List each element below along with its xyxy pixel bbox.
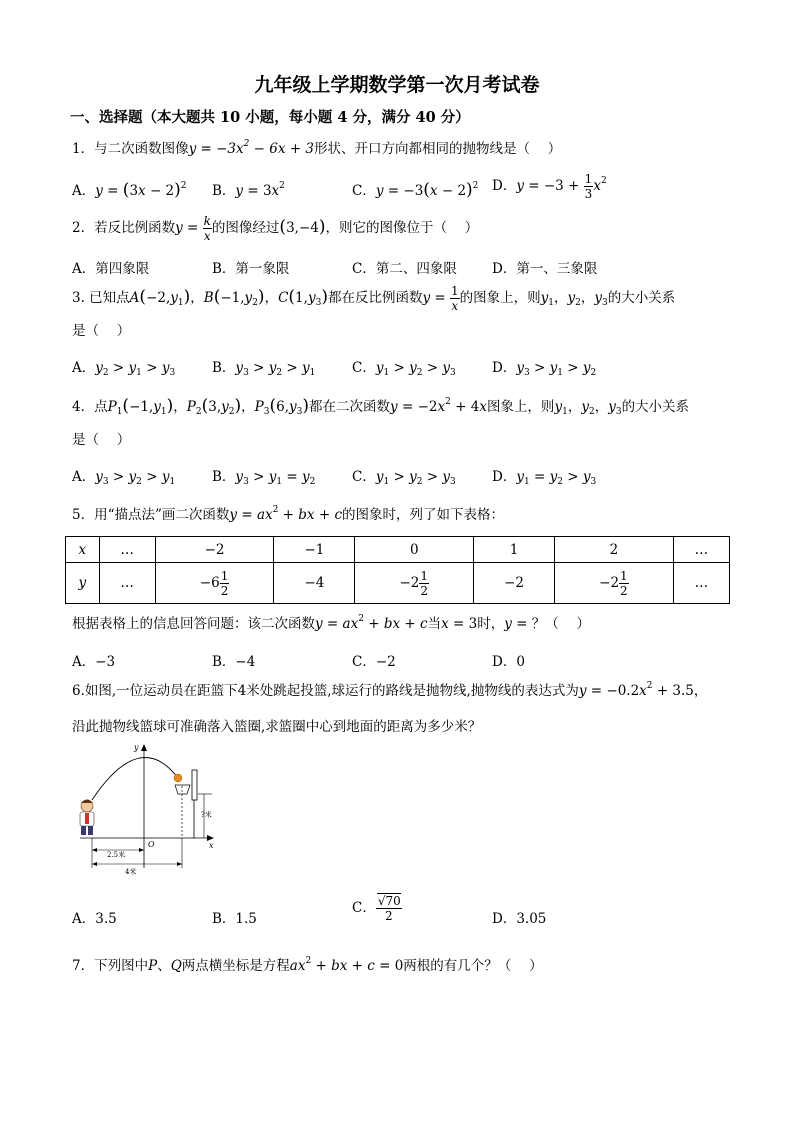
table-cell: 1 <box>474 537 555 563</box>
q2-fraction: $\frac{k}{x}$ <box>203 214 211 243</box>
q4-option-d[interactable]: D．$y_1 = y_2 > y_3$ <box>492 469 597 487</box>
table-row-x <box>66 537 730 563</box>
table-cell: −2 <box>155 537 274 563</box>
table-cell: … <box>99 537 155 563</box>
value-table <box>65 536 730 604</box>
question-7: 7．下列图中P、Q两点横坐标是方程$ax^2$ + bx + c = 0两根的有几个？（ ） <box>72 956 543 974</box>
page-title: 九年级上学期数学第一次月考试卷 <box>254 74 540 96</box>
table-cell: −2 $\frac{1}{2}$ <box>555 563 674 604</box>
q3-option-d[interactable]: D．$y_3 > y_1 > y_2$ <box>492 360 597 378</box>
table-cell: … <box>673 563 729 604</box>
q3-option-c[interactable]: C．$y_1 > y_2 > y_3$ <box>352 360 456 378</box>
table-cell: −1 <box>274 537 355 563</box>
table-cell: −2 $\frac{1}{2}$ <box>355 563 474 604</box>
table-cell: … <box>673 537 729 563</box>
basketball-figure <box>70 738 230 878</box>
table-cell: 0 <box>355 537 474 563</box>
q4-option-a[interactable]: A．$y_3 > y_2 > y_1$ <box>72 469 176 487</box>
dist-4m-label: 4米 <box>125 868 137 876</box>
q1-option-a[interactable]: A．$y = (3x - 2)^2$ <box>72 180 187 200</box>
table-cell: … <box>99 563 155 604</box>
backboard-icon <box>192 770 197 800</box>
table-cell: −6 $\frac{1}{2}$ <box>155 563 274 604</box>
q6-option-b[interactable]: B．1.5 <box>212 911 257 927</box>
q6-option-c[interactable]: C． $\frac{√70}{2}$ <box>352 894 401 923</box>
q5-option-a[interactable]: A．−3 <box>72 654 116 670</box>
question-5: 5．用“描点法”画二次函数$y = ax^2$ + bx + c的图象时，列了如下表格： <box>72 505 504 523</box>
table-cell: x <box>66 537 100 563</box>
q1-option-c[interactable]: C．$y = -3(x - 2)^2$ <box>352 180 479 200</box>
question-4: 4．点$P_1(-1,y_1)$，$P_2(3,y_2)$，$P_3(6,y_3)$都在二次函数$y = -2x^2 + 4x$图象上，则$y_1$，$y_2$，$y_3$的大小关系 <box>72 396 690 417</box>
question-2: 2．若反比例函数y = $\frac{k}{x}$ 的图像经过(3,−4)，则它的图像位于（ ） <box>72 214 479 243</box>
q2-option-b[interactable]: B．第一象限 <box>212 261 290 277</box>
q5-follow-up: 根据表格上的信息回答问题：该二次函数$y = ax^2$ + bx + c当x = 3时，y = ？（ ） <box>72 614 591 632</box>
y-axis-label: y <box>134 743 139 752</box>
table-cell: −4 <box>274 563 355 604</box>
section-heading: 一、选择题（本大题共 10 小题，每小题 4 分，满分 40 分） <box>70 109 470 126</box>
origin-label: O <box>148 840 155 849</box>
height-label: ?米 <box>201 811 212 819</box>
q6-option-d[interactable]: D．3.05 <box>492 911 547 927</box>
question-6: 6.如图,一位运动员在距篮下4米处跳起投篮,球运行的路线是抛物线,抛物线的表达式为$y = -0.2x^2 + 3.5$， <box>72 681 708 699</box>
q5-option-b[interactable]: B．−4 <box>212 654 256 670</box>
q3-option-a[interactable]: A．$y_2 > y_1 > y_3$ <box>72 360 176 378</box>
table-row-y <box>66 563 730 604</box>
q4-option-b[interactable]: B．$y_3 > y_1 = y_2$ <box>212 469 316 487</box>
question-1 <box>72 140 561 158</box>
athlete-icon <box>80 800 94 836</box>
q1-tail: 形状、开口方向都相同的抛物线是（ ） <box>313 141 562 157</box>
q6-option-a[interactable]: A．3.5 <box>72 911 117 927</box>
q3-option-b[interactable]: B．$y_3 > y_2 > y_1$ <box>212 360 316 378</box>
ball-icon <box>174 774 182 782</box>
q1-option-b[interactable]: B．$y = 3x^2$ <box>212 181 285 199</box>
q2-option-d[interactable]: D．第一、三象限 <box>492 261 598 277</box>
q2-option-c[interactable]: C．第二、四象限 <box>352 261 457 277</box>
question-3: 3. 已知点$A(-2,y_1)$，$B(-1,y_2)$，$C(1,y_3)$都在反比例函数y = $\frac{1}{x}$ 的图象上，则$y_1$，$y_2$，$y_3$的大小关系 <box>72 284 676 313</box>
table-cell: 2 <box>555 537 674 563</box>
table-cell: y <box>66 563 100 604</box>
table-cell: −2 <box>474 563 555 604</box>
q4-line2: 是（ ） <box>72 432 131 448</box>
hoop-icon <box>175 785 190 794</box>
dist-2-5m-label: 2.5米 <box>107 851 126 859</box>
q2-option-a[interactable]: A．第四象限 <box>72 261 150 277</box>
q3-line2: 是（ ） <box>72 323 131 339</box>
q4-option-c[interactable]: C．$y_1 > y_2 > y_3$ <box>352 469 456 487</box>
q1-option-d[interactable]: D．y = −3 + $\frac{1}{3}$ $x^2$ <box>492 172 607 201</box>
q6-line2: 沿此抛物线篮球可准确落入篮圈,求篮圈中心到地面的距离为多少米？ <box>72 719 482 735</box>
q5-option-c[interactable]: C．−2 <box>352 654 396 670</box>
q1-lead: 1．与二次函数图像 <box>72 141 189 157</box>
q1-equation: $y = -3x^2 - 6x + 3$ <box>188 139 314 157</box>
q5-option-d[interactable]: D．0 <box>492 654 525 670</box>
x-axis-label: x <box>209 841 214 850</box>
